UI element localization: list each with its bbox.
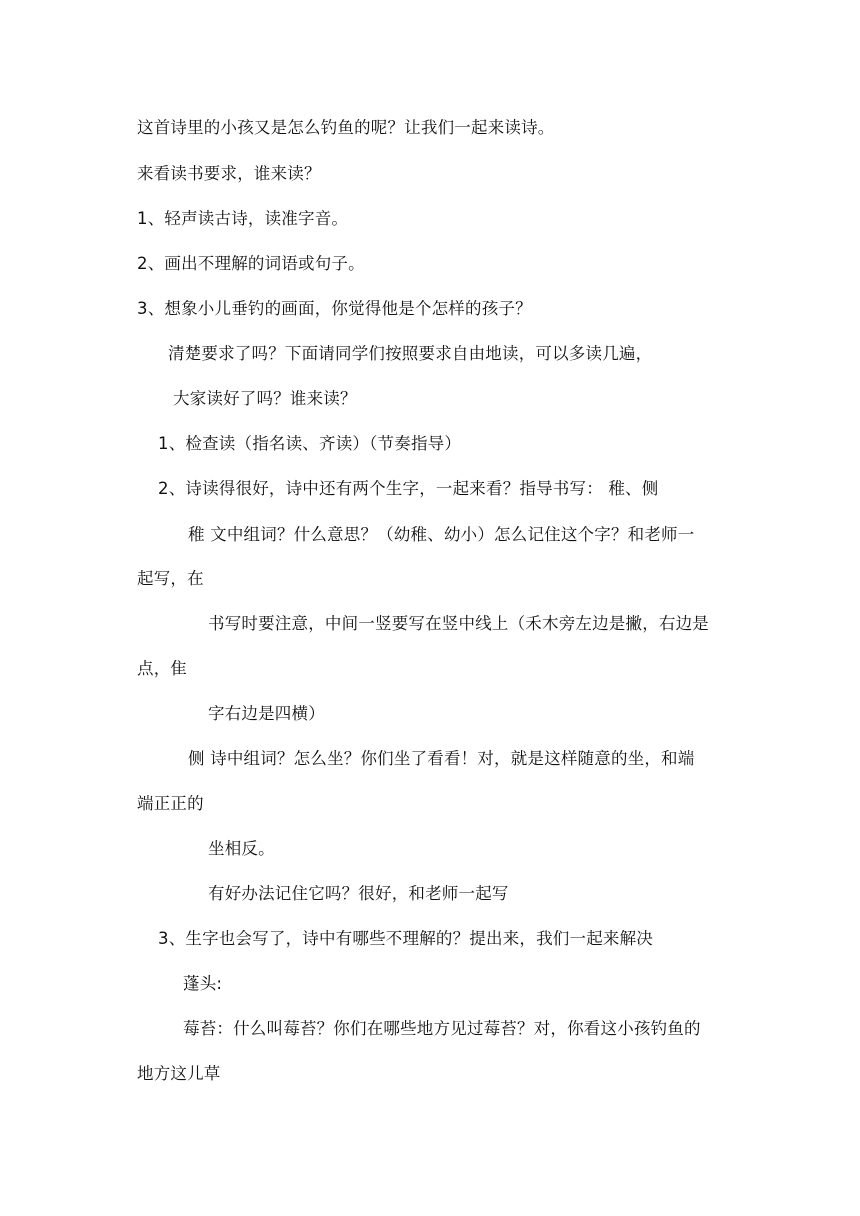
text-line: 3、生字也会写了，诗中有哪些不理解的？提出来，我们一起来解决 [158, 929, 653, 948]
text-line: 2、诗读得很好，诗中还有两个生字，一起来看？指导书写： 稚、侧 [158, 479, 659, 498]
text-line: 1、轻声读古诗，读准字音。 [137, 209, 349, 228]
text-line: 清楚要求了吗？下面请同学们按照要求自由地读，可以多读几遍， [168, 344, 653, 363]
text-line: 端正正的 [137, 794, 204, 813]
text-line: 1、检查读（指名读、齐读）（节奏指导） [158, 434, 462, 453]
text-line: 来看读书要求，谁来读？ [137, 164, 321, 183]
text-line: 这首诗里的小孩又是怎么钓鱼的呢？让我们一起来读诗。 [137, 118, 555, 137]
text-line: 坐相反。 [208, 839, 275, 858]
text-line: 书写时要注意，中间一竖要写在竖中线上（禾木旁左边是撇，右边是 [208, 614, 709, 633]
text-line: 莓苔：什么叫莓苔？你们在哪些地方见过莓苔？对，你看这小孩钓鱼的 [183, 1019, 701, 1038]
text-line: 侧 诗中组词？怎么坐？你们坐了看看！对，就是这样随意的坐，和端 [188, 749, 695, 768]
text-line: 字右边是四横） [208, 704, 325, 723]
text-line: 3、想象小儿垂钓的画面，你觉得他是个怎样的孩子？ [137, 299, 532, 318]
text-line: 地方这儿草 [137, 1064, 221, 1083]
text-line: 点，隹 [137, 659, 188, 678]
text-line: 蓬头: [183, 974, 223, 993]
text-line: 2、画出不理解的词语或句子。 [137, 254, 365, 273]
text-line: 起写，在 [137, 569, 204, 588]
text-line: 稚 文中组词？什么意思？（幼稚、幼小）怎么记住这个字？和老师一 [188, 525, 695, 544]
text-line: 有好办法记住它吗？很好，和老师一起写 [208, 884, 509, 903]
text-line: 大家读好了吗？谁来读？ [173, 389, 357, 408]
